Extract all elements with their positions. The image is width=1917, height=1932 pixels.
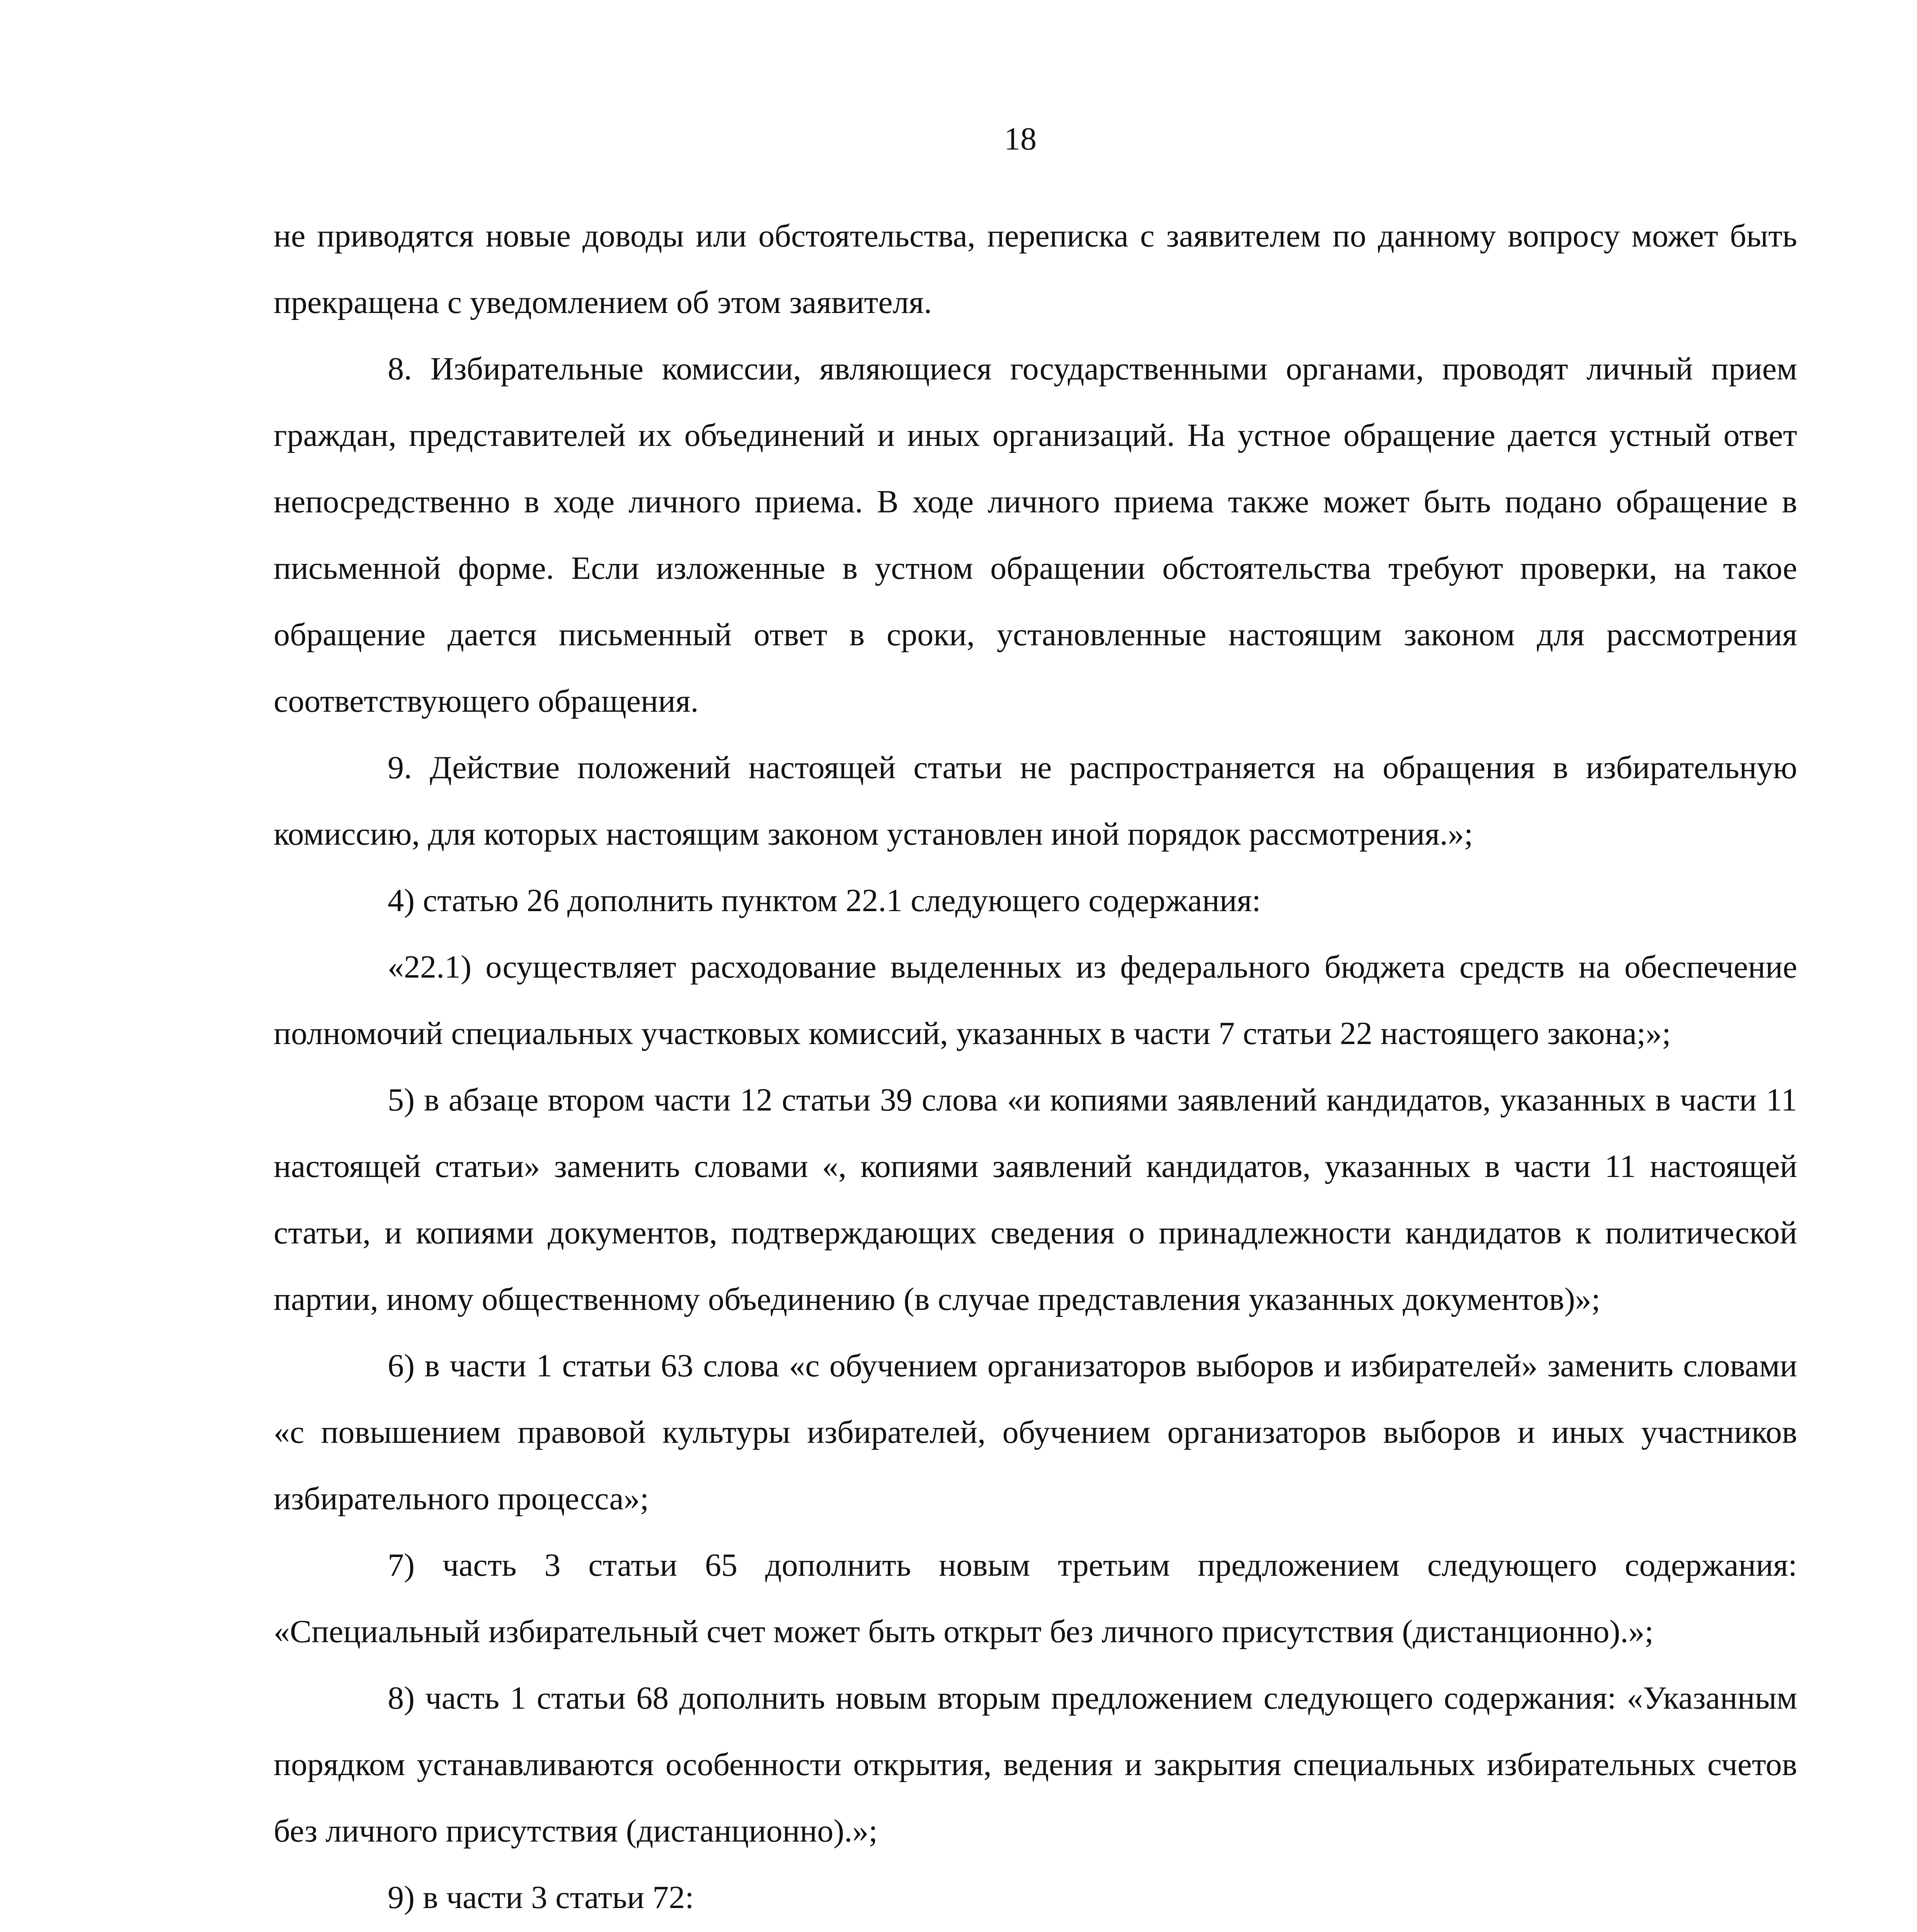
page-number: 18 [1004,121,1037,157]
paragraph-amendment-8: 8) часть 1 статьи 68 дополнить новым вторым предложением следующего содержания: «Указанным порядком устанавливаются особенности открытия, ведения и закрытия специальных избирательных счетов без личного присутствия (дистанционно).»; [274,1680,1797,1849]
document-body [274,203,1797,1932]
paragraph-amendment-4: 4) статью 26 дополнить пунктом 22.1 следующего содержания: [388,883,1261,918]
paragraph-amendment-7: 7) часть 3 статьи 65 дополнить новым третьим предложением следующего содержания: «Специальный избирательный счет может быть открыт без личного присутствия (дистанционно).»; [274,1547,1797,1650]
paragraph-amendment-5: 5) в абзаце втором части 12 статьи 39 слова «и копиями заявлений кандидатов, указанных в части 11 настоящей статьи» заменить словами «, копиями заявлений кандидатов, указанных в части 11 настоящей статьи, и копиями документов, подтверждающих сведения о принадлежности кандидатов к политической партии, иному общественному объединению (в случае представления указанных документов)»; [274,1082,1797,1317]
paragraph-item-9: 9. Действие положений настоящей статьи не распространяется на обращения в избирательную комиссию, для которых настоящим законом установлен иной порядок рассмотрения.»; [274,750,1797,852]
paragraph-amendment-9: 9) в части 3 статьи 72: [388,1879,694,1915]
paragraph-item-8: 8. Избирательные комиссии, являющиеся государственными органами, проводят личный прием граждан, представителей их объединений и иных организаций. На устное обращение дается устный ответ непосредственно в ходе личного приема. В ходе личного приема также может быть подано обращение в письменной форме. Если изложенные в устном обращении обстоятельства требуют проверки, на такое обращение дается письменный ответ в сроки, установленные настоящим законом для рассмотрения соответствующего обращения. [274,351,1797,719]
paragraph-continuation: не приводятся новые доводы или обстоятельства, переписка с заявителем по данному вопросу может быть прекращена с уведомлением об этом заявителя. [274,218,1797,320]
paragraph-amendment-6: 6) в части 1 статьи 63 слова «с обучением организаторов выборов и избирателей» заменить словами «с повышением правовой культуры избирателей, обучением организаторов выборов и иных участников избирательного процесса»; [274,1348,1797,1517]
paragraph-amendment-4-text: «22.1) осуществляет расходование выделенных из федерального бюджета средств на обеспечение полномочий специальных участковых комиссий, указанных в части 7 статьи 22 настоящего закона;»; [274,949,1797,1051]
